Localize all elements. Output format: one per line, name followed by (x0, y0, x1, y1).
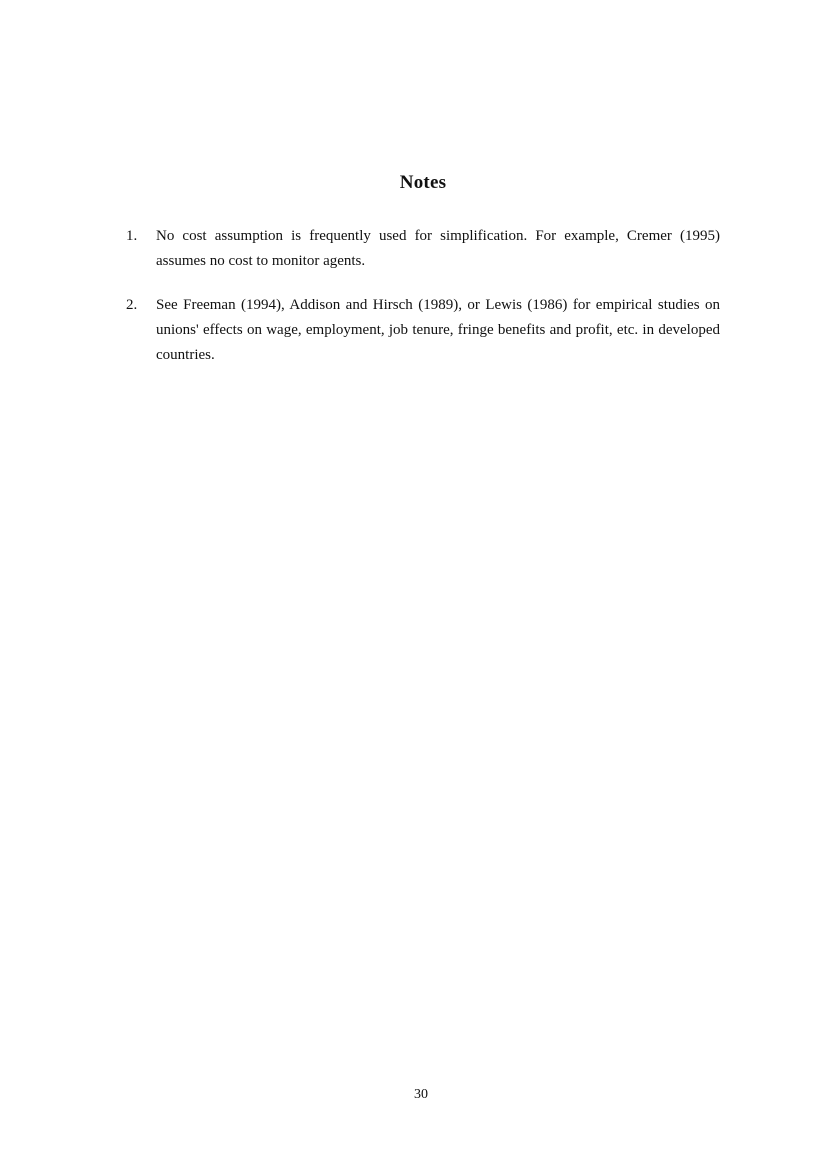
note-item (126, 293, 720, 368)
note-item (126, 224, 720, 274)
note-number: 2. (126, 297, 138, 313)
notes-list (126, 224, 720, 387)
note-number: 1. (126, 228, 138, 244)
page-title: Notes (399, 172, 447, 193)
note-text: No cost assumption is frequently used for simplification. For example, Cremer (1995) assumes no cost to monitor agents. (156, 228, 720, 269)
note-text: See Freeman (1994), Addison and Hirsch (1989), or Lewis (1986) for empirical studies on unions' effects on wage, employment, job tenure, fringe benefits and profit, etc. in developed countries. (156, 297, 720, 363)
page-number: 30 (414, 1087, 428, 1102)
